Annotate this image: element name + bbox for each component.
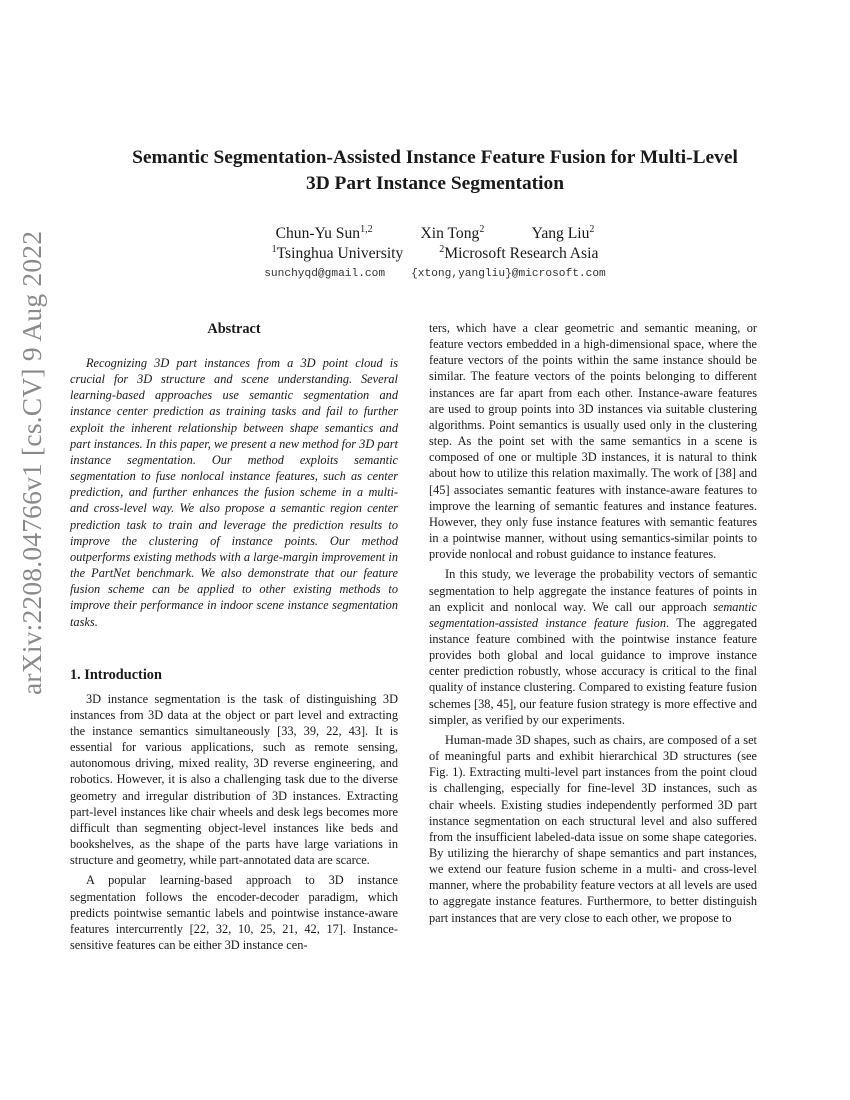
paper-title-line-2: 3D Part Instance Segmentation xyxy=(306,173,564,194)
paper-title xyxy=(70,145,800,197)
abstract-body: Recognizing 3D part instances from a 3D point cloud is crucial for 3D structure and scene understanding. Several learning-based approaches use semantic segmentation and instance center prediction as training tasks and fail to further exploit the inherent relationship between shape semantics and part instances. In this paper, we present a new method for 3D part instance segmentation. Our method exploits semantic segmentation to fuse nonlocal instance features, such as center prediction, and further enhances the fusion scheme in a multi- and cross-level way. We also propose a semantic region center prediction task to train and leverage the prediction results to improve the clustering of instance points. Our method outperforms existing methods with a large-margin improvement in the PartNet benchmark. We also demonstrate that our feature fusion scheme can be applied to other existing methods to improve their performance in indoor scene instance segmentation tasks. xyxy=(70,356,398,629)
email-address: sunchyqd@gmail.com xyxy=(264,268,386,280)
affiliation-list xyxy=(70,244,800,264)
affiliation-mark: 2 xyxy=(439,244,445,255)
author-name: Xin Tong xyxy=(420,225,480,242)
affiliation-name: Tsinghua University xyxy=(276,245,404,262)
email-address: {xtong,yangliu}@microsoft.com xyxy=(411,268,606,280)
author-emails xyxy=(70,266,800,282)
author-name: Chun-Yu Sun xyxy=(275,225,361,242)
intro-paragraph-3 xyxy=(429,566,757,728)
abstract-heading: Abstract xyxy=(207,321,261,337)
intro-paragraph-2-continued: ters, which have a clear geometric and semantic meaning, or feature vectors embedded in a high-dimensional space, where the feature vectors of the points within the same instance should be similar. The feature vectors of the points belonging to different instances are far apart from each other. Instance-aware features are used to group points into 3D instances via suitable clustering algorithms. Point semantics is usually used only in the clustering step. As the point set with the same semantics in a scene is composed of one or multiple 3D instances, it is natural to think about how to utilize this relation maximally. The work of [38] and [45] associates semantic features with instance-aware features to improve the learning of semantic features and instance features. However, they only fuse instance features with semantic features in a pointwise manner, without using semantics-similar points to provide nonlocal and robust guidance to instance features. xyxy=(429,321,757,562)
method-name-emphasis: semantic segmentation-assisted instance feature fusion xyxy=(429,599,757,630)
author-affiliation-mark: 2 xyxy=(589,224,595,235)
intro-paragraph-1: 3D instance segmentation is the task of distinguishing 3D instances from 3D data at the object or part level and extracting the instance semantics simultaneously [33, 39, 22, 43]. It is essential for various applications, such as remote sensing, autonomous driving, mixed reality, 3D reverse engineering, and robotics. However, it is also a challenging task due to the diverse geometry and irregular distribution of 3D instances. Extracting part-level instances like chair wheels and desk legs becomes more difficult than segmenting object-level instances like beds and bookshelves, as the shape of the parts have large variations in structure and geometry, while part-annotated data are scarce. xyxy=(70,691,398,868)
intro-paragraph-3-text-a: In this study, we leverage the probability vectors of semantic segmentation to help aggregate the instance features of points in an explicit and nonlocal way. We call our approach xyxy=(429,567,757,614)
right-column xyxy=(429,320,757,926)
author-list xyxy=(70,224,800,244)
affiliation-mark: 1 xyxy=(271,244,277,255)
left-column xyxy=(70,320,398,953)
author-affiliation-mark: 2 xyxy=(479,224,485,235)
author-affiliation-mark: 1,2 xyxy=(360,224,373,235)
intro-paragraph-2-start: A popular learning-based approach to 3D instance segmentation follows the encoder-decoder paradigm, which predicts pointwise semantic labels and pointwise instance-aware features intercurrently [22, 32, 10, 25, 21, 42, 17]. Instance-sensitive features can be either 3D instance cen- xyxy=(70,873,398,952)
introduction-heading: 1. Introduction xyxy=(70,666,162,683)
author-name: Yang Liu xyxy=(531,225,590,242)
paper-title-line-1: Semantic Segmentation-Assisted Instance Feature Fusion for Multi-Level xyxy=(132,147,738,168)
intro-paragraph-4: Human-made 3D shapes, such as chairs, are composed of a set of meaningful parts and exhibit hierarchical 3D structures (see Fig. 1). Extracting multi-level part instances from the point cloud is challenging, especially for fine-level 3D instances, such as chair wheels. Existing studies independently performed 3D part instance segmentation on each structural level and also suffered from the insufficient labeled-data issue on some shape categories. By utilizing the hierarchy of shape semantics and part instances, we extend our feature fusion scheme in a multi- and cross-level manner, where the probability feature vectors at all levels are used to aggregate instance features. Furthermore, to better distinguish part instances that are very close to each other, we propose to xyxy=(429,732,757,925)
intro-paragraph-3-text-b: . The aggregated instance feature combined with the pointwise instance feature provides both global and local guidance to improve instance center prediction robustly, whose accuracy is critical to the final quality of instance clustering. Compared to existing feature fusion schemes [38, 45], our feature fusion strategy is more effective and simpler, as verified by our experiments. xyxy=(429,615,757,727)
affiliation-name: Microsoft Research Asia xyxy=(444,245,599,262)
arxiv-identifier-stamp: arXiv:2208.04766v1 [cs.CV] 9 Aug 2022 xyxy=(16,230,47,695)
